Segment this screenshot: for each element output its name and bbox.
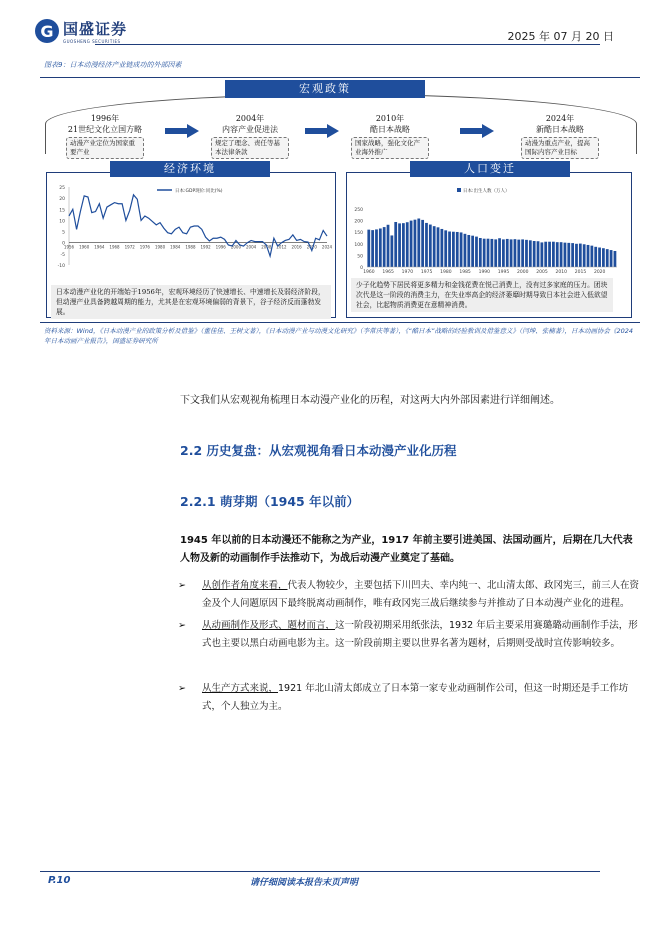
- population-text: 少子化趋势下居民将更多精力和金钱花费在悦己消费上，没有过多家庭的压力。团块次代是这一阶段的消费主力，在失业率高企的经济萎靡时期导致日本社会进入低欲望社会，比起物质消费更在意精神消费。: [351, 278, 613, 312]
- population-banner: 人口变迁: [410, 161, 570, 177]
- report-date: 2025 年 07 月 20 日: [507, 30, 614, 43]
- birth-bar: [383, 227, 386, 267]
- y-tick-label: 200: [354, 219, 363, 225]
- birth-bar: [544, 242, 547, 267]
- step-year: 2004年: [235, 114, 265, 123]
- birth-bar: [371, 230, 374, 267]
- y-tick-label: 0: [360, 266, 363, 271]
- x-tick-label: 1970: [401, 270, 414, 275]
- bullet-lead: 从创作者角度来看，: [202, 580, 288, 591]
- x-tick-label: 2000: [517, 270, 529, 275]
- step-year: 1996年: [90, 114, 120, 123]
- footer-divider: [40, 871, 600, 872]
- birth-bar: [425, 223, 428, 267]
- step-name: 新酷日本战略: [536, 125, 584, 134]
- birth-bar: [479, 238, 482, 267]
- figure-bottom-rule: [40, 322, 640, 323]
- figure-source: 资料来源：Wind，《日本动漫产业的政策分析及借鉴》（董佳佳、王树文著），《日本动漫产业与动漫文化研究》（李常庆等著），《“酷日本”战略的经验教训及借鉴意义》（闫坤、张楠著），日本动画协会《2024年日本动画产业报告》，国盛证券研究所: [44, 327, 634, 345]
- y-tick-label: 15: [59, 208, 65, 214]
- y-tick-label: 50: [357, 254, 363, 260]
- birth-bar: [590, 246, 593, 267]
- section-heading: 2.2 历史复盘：从宏观视角看日本动漫产业化历程: [180, 443, 457, 458]
- birth-bar: [387, 225, 390, 267]
- birth-bar: [525, 240, 528, 267]
- y-tick-label: 250: [354, 208, 363, 213]
- birth-bar: [402, 223, 405, 267]
- birth-bar: [487, 239, 490, 267]
- bullet-lead: 从生产方式来说，: [202, 683, 279, 694]
- bullet-arrow-icon: ➢: [178, 683, 186, 694]
- x-tick-label: 1984: [170, 244, 181, 250]
- gdp-growth-chart: [47, 177, 335, 272]
- birth-bar: [414, 220, 417, 267]
- birth-bar: [444, 230, 447, 267]
- birth-bar: [379, 228, 382, 267]
- birth-bar: [571, 243, 574, 267]
- birth-bar: [471, 236, 474, 267]
- footer-disclaimer: 请仔细阅读本报告末页声明: [250, 878, 359, 888]
- y-tick-label: 10: [59, 219, 65, 225]
- step-note: 动漫为重点产业，提高国际内容产业目标: [521, 137, 599, 159]
- step-year: 2024年: [545, 114, 575, 123]
- birth-bar: [498, 238, 501, 267]
- policy-step: [50, 113, 160, 159]
- birth-bar: [421, 220, 424, 267]
- birth-bar: [406, 222, 409, 267]
- x-tick-label: 2008: [261, 244, 272, 250]
- x-tick-label: 1965: [382, 270, 394, 275]
- bullet-body: 1921 年北山清太郎成立了日本第一家专业动画制作公司，但这一时期还是手工作坊式，个人独立为主。: [202, 683, 629, 712]
- birth-bar: [610, 250, 613, 267]
- birth-bar: [540, 242, 543, 267]
- subsection-heading: 2.2.1 萌芽期（1945 年以前）: [180, 494, 360, 509]
- birth-bar: [390, 235, 393, 267]
- x-tick-label: 2016: [291, 244, 302, 250]
- birth-bar: [564, 243, 567, 267]
- birth-bar: [560, 242, 563, 267]
- x-tick-label: 1996: [215, 244, 226, 250]
- birth-bar: [602, 248, 605, 267]
- page-number: P.10: [48, 875, 71, 886]
- x-tick-label: 1992: [200, 244, 211, 250]
- bullet-text: [202, 577, 640, 613]
- population-panel: [346, 172, 632, 318]
- x-tick-label: 1960: [79, 244, 90, 250]
- x-tick-label: 2020: [593, 270, 606, 275]
- step-note: 规定了理念、责任等基本法律条款: [211, 137, 289, 159]
- birth-bar: [452, 232, 455, 267]
- policy-banner: 宏观政策: [225, 80, 425, 98]
- step-name: 酷日本战略: [370, 125, 410, 134]
- birth-bar: [514, 239, 517, 267]
- y-tick-label: 5: [62, 230, 65, 236]
- birth-bar: [575, 244, 578, 267]
- figure-title: 图表9：日本动漫经济产业链成功的外部因素: [44, 61, 182, 69]
- x-tick-label: 1956: [63, 244, 75, 250]
- birth-bar: [579, 244, 582, 267]
- birth-bar: [429, 225, 432, 267]
- legend-swatch: [457, 188, 461, 192]
- birth-bar: [614, 251, 617, 267]
- x-tick-label: 1980: [440, 270, 452, 275]
- x-tick-label: 2015: [574, 270, 587, 275]
- birth-bar: [583, 244, 586, 267]
- birth-bar: [475, 237, 478, 267]
- step-name: 内容产业促进法: [222, 125, 278, 134]
- arrow-right-icon: [305, 124, 339, 138]
- policy-step: [335, 113, 445, 159]
- brand-name: 国盛证券: [63, 20, 128, 38]
- birth-bar: [490, 239, 493, 267]
- x-tick-label: 1976: [139, 244, 150, 250]
- header-divider: [95, 44, 600, 45]
- y-tick-label: 0: [62, 241, 65, 247]
- birth-bar: [556, 242, 559, 267]
- birth-bar: [437, 227, 440, 267]
- birth-bar: [606, 249, 609, 267]
- brand-logo: [35, 18, 127, 44]
- x-tick-label: 1972: [124, 244, 135, 250]
- birth-bar: [510, 239, 513, 267]
- step-note: 动漫产业定位为国家重要产业: [66, 137, 144, 159]
- intro-paragraph: 下文我们从宏观视角梳理日本动漫产业化的历程，对这两大内外部因素进行详细阐述。: [180, 395, 560, 406]
- birth-bar: [460, 232, 463, 267]
- y-tick-label: 20: [59, 197, 65, 203]
- arrow-right-icon: [165, 124, 199, 138]
- birth-bar: [594, 247, 597, 267]
- y-tick-label: 150: [354, 231, 363, 237]
- birth-bar: [517, 240, 520, 267]
- bullet-arrow-icon: ➢: [178, 580, 186, 591]
- economy-text: 日本动漫产业化的开端始于1956年，宏观环境经历了快速增长、中速增长及弱经济阶段，但动漫产业具备跨越周期的能力，尤其是在宏观环境偏弱的背景下，谷子经济反而蓬勃发展。: [51, 285, 331, 319]
- bullet-lead: 从动画制作及形式、题材而言，: [202, 620, 336, 631]
- bullet-item: [178, 617, 640, 653]
- x-tick-label: 2000: [230, 244, 242, 250]
- figure-top-rule: [40, 77, 640, 78]
- logo-icon: G: [35, 19, 59, 43]
- birth-bar: [598, 248, 601, 267]
- arrow-right-icon: [460, 124, 494, 138]
- legend-label: 日本:GDP现价:同比(%): [175, 189, 223, 194]
- x-tick-label: 2010: [555, 270, 567, 275]
- birth-bar: [394, 222, 397, 267]
- birth-bar: [375, 229, 378, 267]
- x-tick-label: 1960: [363, 270, 375, 275]
- x-tick-label: 1995: [497, 270, 510, 275]
- policy-step: [195, 113, 305, 159]
- y-tick-label: -5: [60, 252, 65, 258]
- economy-panel: [46, 172, 336, 318]
- x-tick-label: 2004: [246, 244, 257, 250]
- birth-bar: [502, 239, 505, 267]
- bullet-body: 这一阶段初期采用纸张法，1932 年后主要采用赛璐璐动画制作手法，形式也主要以黑白动画电影为主。这一阶段前期主要以世界名著为题材，后期则受战时宣传影响较多。: [202, 620, 638, 649]
- x-tick-label: 2024: [321, 244, 333, 250]
- y-tick-label: 25: [59, 186, 65, 191]
- step-name: 21世纪文化立国方略: [67, 125, 143, 134]
- x-tick-label: 1964: [94, 244, 105, 250]
- y-tick-label: 100: [354, 242, 363, 248]
- birth-bar: [483, 239, 486, 267]
- bullet-item: [178, 680, 640, 716]
- bullet-text: [202, 617, 640, 653]
- birth-bar: [521, 239, 524, 267]
- birth-bar: [529, 240, 532, 267]
- x-tick-label: 1985: [459, 270, 471, 275]
- legend-label: 日本:出生人数（万人）: [463, 189, 510, 194]
- birth-bar: [410, 221, 413, 267]
- birth-bar: [464, 234, 467, 267]
- brand-name-en: GUOSHENG SECURITIES: [63, 39, 121, 44]
- birth-bar: [448, 232, 451, 267]
- birth-bar: [552, 242, 555, 267]
- birth-bar: [533, 241, 536, 267]
- birth-bar: [417, 219, 420, 267]
- x-tick-label: 2005: [536, 270, 548, 275]
- x-tick-label: 1988: [185, 244, 196, 250]
- births-chart: [347, 177, 631, 277]
- x-tick-label: 1975: [420, 270, 433, 275]
- birth-bar: [367, 230, 370, 267]
- x-tick-label: 1980: [154, 244, 166, 250]
- x-tick-label: 1968: [109, 244, 120, 250]
- x-tick-label: 2012: [276, 244, 287, 250]
- step-year: 2010年: [375, 114, 405, 123]
- birth-bar: [494, 239, 497, 267]
- birth-bar: [587, 245, 590, 267]
- birth-bar: [433, 226, 436, 267]
- bullet-arrow-icon: ➢: [178, 620, 186, 631]
- bullet-text: [202, 680, 640, 716]
- birth-bar: [548, 242, 551, 267]
- birth-bar: [456, 232, 459, 267]
- birth-bar: [567, 243, 570, 267]
- step-note: 国家战略，强化文化产业海外推广: [351, 137, 429, 159]
- economy-banner: 经济环境: [110, 161, 270, 177]
- birth-bar: [440, 229, 443, 267]
- policy-step: [505, 113, 615, 159]
- birth-bar: [467, 235, 470, 267]
- y-tick-label: -10: [57, 264, 65, 269]
- birth-bar: [398, 223, 401, 267]
- x-tick-label: 2020: [306, 244, 317, 250]
- gdp-line: [69, 195, 327, 256]
- bullet-item: [178, 577, 640, 613]
- x-tick-label: 1990: [478, 270, 491, 275]
- birth-bar: [506, 239, 509, 267]
- birth-bar: [537, 241, 540, 267]
- lead-paragraph: 1945 年以前的日本动漫还不能称之为产业，1917 年前主要引进美国、法国动画片，后期在几大代表人物及新的动画制作手法推动下，为战后动漫产业奠定了基础。: [180, 535, 633, 564]
- bullet-body: 代表人物较少，主要包括下川凹夫、幸内纯一、北山清太郎、政冈宪三，前三人在资金及个人问题原因下最终脱离动画制作，唯有政冈宪三战后继续参与并推动了日本动漫产业化的进程。: [202, 580, 640, 609]
